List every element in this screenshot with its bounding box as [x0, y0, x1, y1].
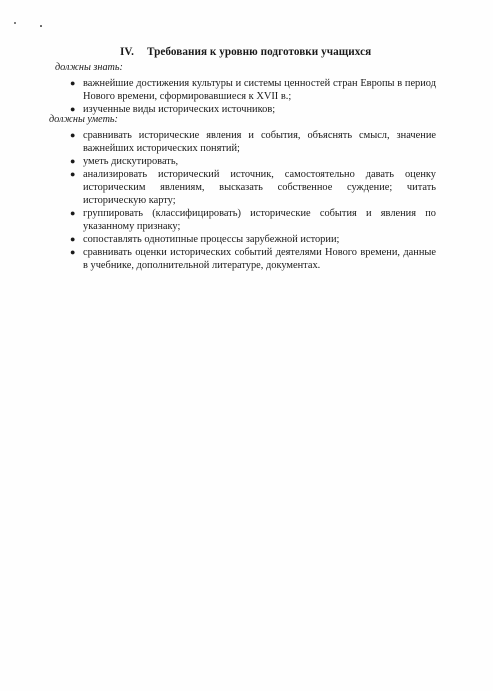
bullet-icon: ● — [70, 208, 76, 218]
can-heading: должны уметь: — [49, 114, 118, 125]
bullet-icon: ● — [70, 169, 76, 179]
list-item — [70, 129, 436, 155]
bullet-icon: ● — [70, 104, 76, 114]
scan-speck — [40, 25, 42, 27]
list-item — [70, 103, 436, 116]
list-item — [70, 77, 436, 103]
section-number: IV. — [120, 46, 134, 58]
bullet-icon: ● — [70, 234, 76, 244]
list-item — [70, 233, 436, 246]
list-item-text: сравнивать оценки исторических событий деятелями Нового времени, данные в учебнике, дополнительной литературе, документах. — [83, 247, 436, 271]
list-item-text: анализировать исторический источник, самостоятельно давать оценку историческим явлениям, высказать собственное суждение; читать историческую карту; — [83, 169, 436, 206]
scan-speck — [14, 22, 16, 24]
list-item-text: группировать (классифицировать) исторические события и явления по указанному признаку; — [83, 208, 436, 232]
bullet-icon: ● — [70, 130, 76, 140]
list-item — [70, 168, 436, 207]
list-item — [70, 207, 436, 233]
list-item-text: сравнивать исторические явления и события, объяснять смысл, значение важнейших исторических понятий; — [83, 130, 436, 154]
list-item — [70, 155, 436, 168]
list-item — [70, 246, 436, 272]
section-title — [120, 46, 371, 58]
list-item-text: важнейшие достижения культуры и системы ценностей стран Европы в период Нового времени, сформировавшиеся к XVII в.; — [83, 78, 436, 102]
know-list — [70, 77, 436, 116]
can-list — [70, 129, 436, 272]
bullet-icon: ● — [70, 78, 76, 88]
list-item-text: сопоставлять однотипные процессы зарубежной истории; — [83, 234, 340, 245]
list-item-text: уметь дискутировать, — [83, 156, 179, 167]
know-heading: должны знать: — [55, 62, 123, 73]
bullet-icon: ● — [70, 156, 76, 166]
bullet-icon: ● — [70, 247, 76, 257]
section-title-text: Требования к уровню подготовки учащихся — [147, 46, 372, 58]
list-item-text: изученные виды исторических источников; — [83, 104, 276, 115]
